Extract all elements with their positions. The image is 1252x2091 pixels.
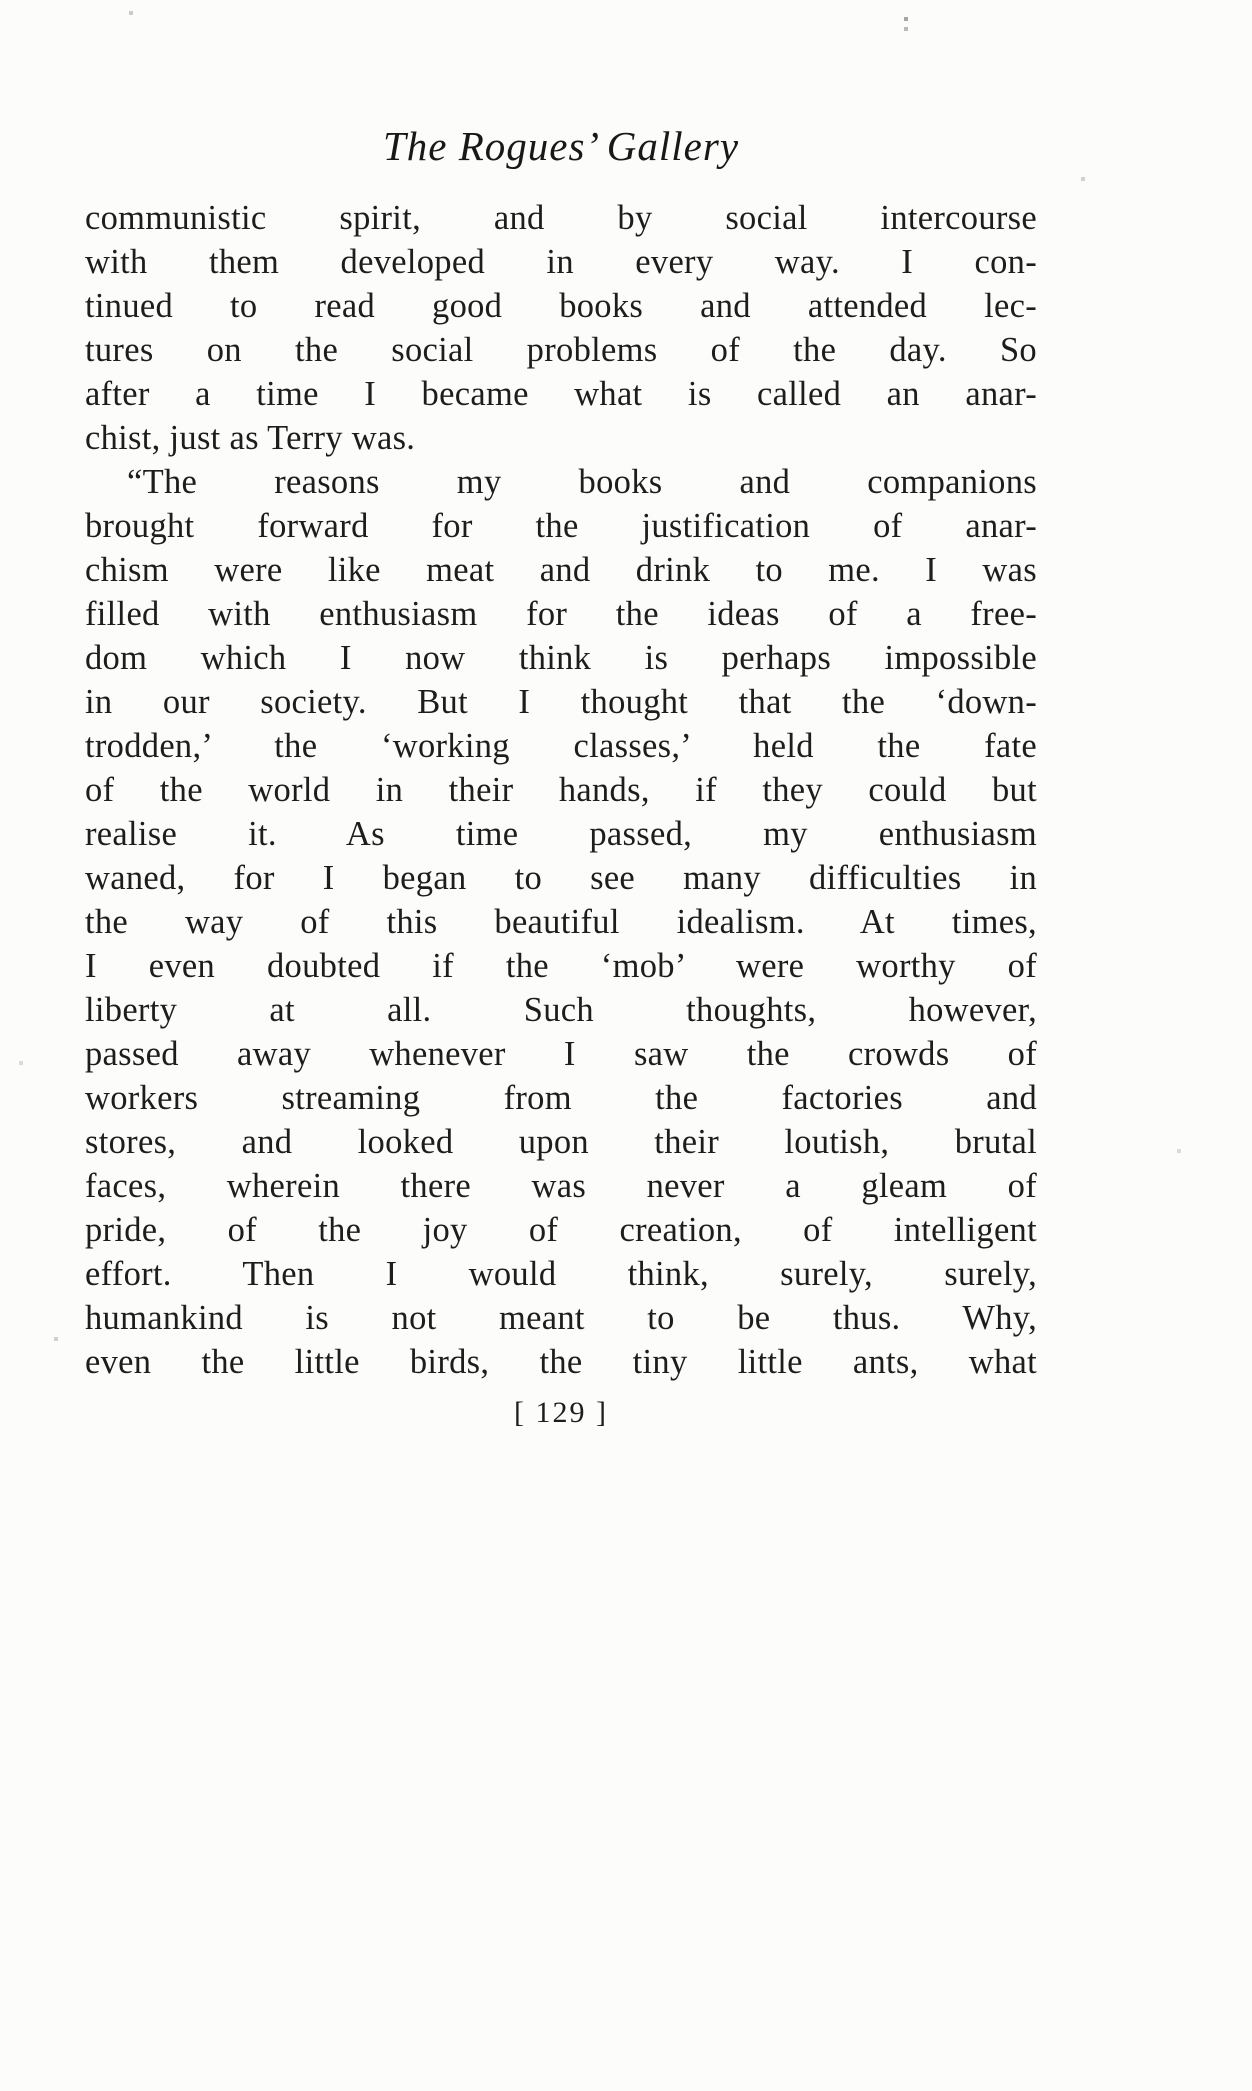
text-line: humankind is not meant to be thus. Why, (85, 1299, 1037, 1337)
text-line: workers streaming from the factories and (85, 1079, 1037, 1117)
text-line: trodden,’ the ‘working classes,’ held the fate (85, 727, 1037, 765)
text-line: dom which I now think is perhaps impossible (85, 639, 1037, 677)
text-line: in our society. But I thought that the ‘down- (85, 683, 1037, 721)
text-line: faces, wherein there was never a gleam of (85, 1167, 1037, 1205)
body-text (85, 196, 1037, 1384)
running-header: The Rogues’ Gallery (382, 123, 740, 169)
scan-artifacts (0, 0, 2, 2)
text-line: with them developed in every way. I con- (85, 243, 1037, 281)
text-line: chism were like meat and drink to me. I was (85, 551, 1037, 589)
text-line: communistic spirit, and by social intercourse (85, 199, 1037, 237)
text-line: brought forward for the justification of anar- (85, 507, 1037, 545)
text-line: stores, and looked upon their loutish, brutal (85, 1123, 1037, 1161)
text-line: realise it. As time passed, my enthusiasm (85, 815, 1037, 853)
text-line: chist, just as Terry was. (85, 419, 416, 457)
text-line: filled with enthusiasm for the ideas of a free- (85, 595, 1037, 633)
text-line: even the little birds, the tiny little ants, what (85, 1343, 1037, 1381)
text-line: waned, for I began to see many difficulties in (85, 859, 1037, 897)
text-line: “The reasons my books and companions (127, 463, 1037, 501)
text-line: the way of this beautiful idealism. At times, (85, 903, 1037, 941)
text-line: of the world in their hands, if they could but (85, 771, 1037, 809)
text-line: effort. Then I would think, surely, surely, (85, 1255, 1037, 1293)
text-line: tures on the social problems of the day. So (85, 331, 1037, 369)
page-number: [ 129 ] (514, 1396, 608, 1429)
text-line: tinued to read good books and attended lec- (85, 287, 1037, 325)
text-line: after a time I became what is called an anar- (85, 375, 1037, 413)
text-line: I even doubted if the ‘mob’ were worthy of (85, 947, 1037, 985)
text-line: pride, of the joy of creation, of intelligent (85, 1211, 1037, 1249)
text-line: passed away whenever I saw the crowds of (85, 1035, 1037, 1073)
text-line: liberty at all. Such thoughts, however, (85, 991, 1037, 1029)
text-block (85, 122, 1037, 1430)
